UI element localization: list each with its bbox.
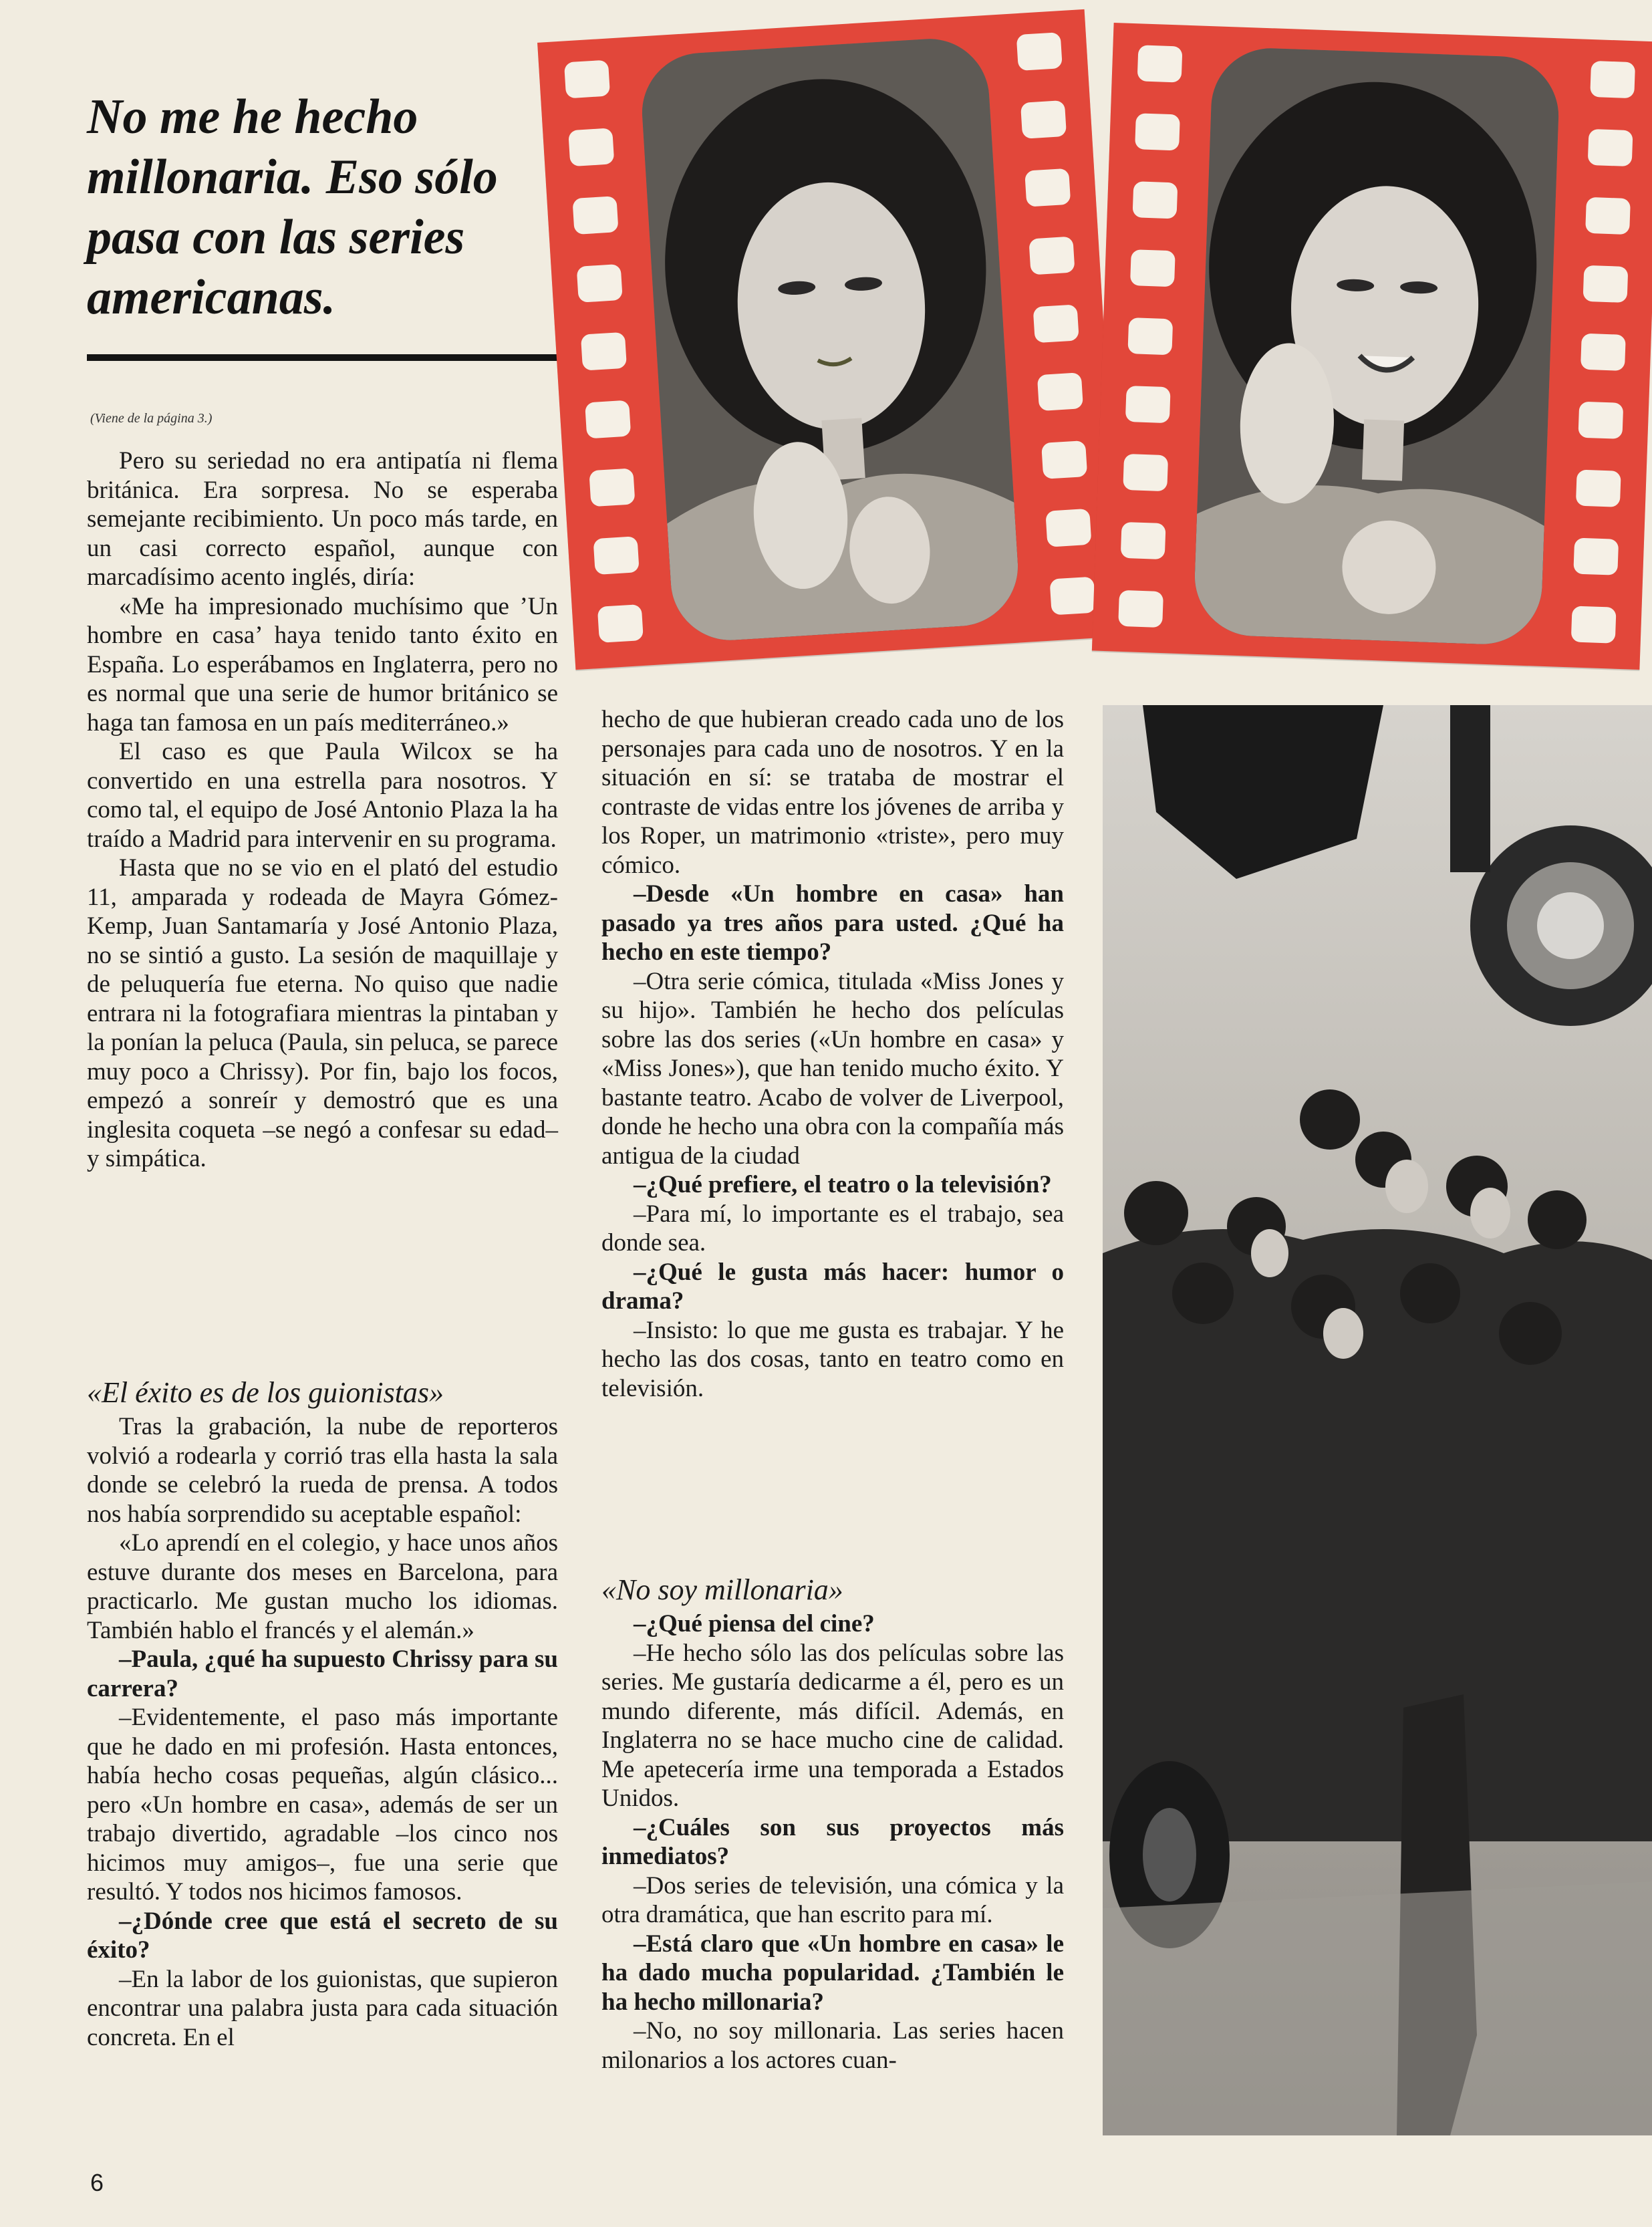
paragraph: «Me ha impresionado muchísimo que ’Un hombre en casa’ haya tenido tanto éxito en España. Lo esperábamos en Inglaterra, pero no es normal que una serie de humor británico se haga tan famosa en un país mediterráneo.» xyxy=(87,592,558,737)
paragraph: –Otra serie cómica, titulada «Miss Jones y su hijo». También he hecho dos películas sobre las dos series («Un hombre en casa» y «Miss Jones»), que han tenido mucho éxito. Y bastante teatro. Acabo de volver de Liverpool, donde he hecho una obra con la compañía más antigua de la ciudad xyxy=(601,967,1064,1170)
text-column-1-bottom xyxy=(87,1373,558,2052)
studio-image xyxy=(1103,705,1652,2135)
sprocket-hole xyxy=(1020,100,1067,139)
sprocket-hole xyxy=(1133,181,1178,219)
section-heading: «El éxito es de los guionistas» xyxy=(87,1376,444,1409)
sprocket-hole xyxy=(1024,168,1071,207)
sprocket-hole xyxy=(577,264,623,303)
interview-question: –Paula, ¿qué ha supuesto Chrissy para su carrera? xyxy=(87,1646,558,1702)
sprocket-hole xyxy=(1578,402,1623,439)
interview-question: –¿Qué le gusta más hacer: humor o drama? xyxy=(601,1258,1064,1315)
paragraph: –Dos series de televisión, una cómica y la otra dramática, que han escrito para mí. xyxy=(601,1871,1064,1928)
interview-question: –¿Qué prefiere, el teatro o la televisión? xyxy=(634,1171,1052,1198)
paragraph: Pero su seriedad no era antipatía ni flema británica. Era sorpresa. No se esperaba semejante recibimiento. Un poco más tarde, en un casi correcto español, aunque con marcadísimo acento inglés, diría: xyxy=(87,447,558,591)
sprocket-hole xyxy=(1130,249,1176,287)
sprocket-holes xyxy=(1016,32,1096,615)
sprocket-hole xyxy=(593,536,640,575)
sprocket-hole xyxy=(1016,32,1063,71)
film-strip-right xyxy=(1092,23,1652,670)
sprocket-hole xyxy=(568,128,614,166)
sprocket-hole xyxy=(597,604,644,643)
paragraph: Tras la grabación, la nube de reporteros volvió a rodearla y corrió tras ella hasta la sala donde se celebró la rueda de prensa. A todos nos había sorprendido su aceptable español: xyxy=(87,1413,558,1528)
section-heading: «No soy millonaria» xyxy=(601,1573,843,1606)
sprocket-hole xyxy=(1041,440,1087,479)
sprocket-hole xyxy=(1045,509,1091,547)
paragraph: hecho de que hubieran creado cada uno de los personajes para cada uno de nosotros. Y en la situación en sí: se trataba de mostrar el contraste de vidas entre los jóvenes de arriba y los Roper, un matrimonio «triste», pero muy cómico. xyxy=(601,706,1064,879)
interview-question: –¿Cuáles son sus proyectos más inmediatos? xyxy=(601,1813,1064,1870)
text-column-2-top xyxy=(601,705,1064,1403)
sprocket-hole xyxy=(1585,197,1631,235)
paragraph: Hasta que no se vio en el plató del estudio 11, amparada y rodeada de Mayra Gómez-Kemp, Juan Santamaría y José Antonio Plaza, no se sintió a gusto. La sesión de maquillaje y de peluquería fue eterna. No quiso que nadie entrara ni la fotografiara mientras la pintaban y la ponían la peluca (Paula, sin peluca, se parece muy poco a Chrissy). Por fin, bajo los focos, empezó a sonreír y demostró que es una inglesita coqueta –se negó a confesar su edad– y simpática. xyxy=(87,854,558,1172)
sprocket-hole xyxy=(1583,265,1629,303)
sprocket-hole xyxy=(572,196,618,235)
paragraph: –He hecho sólo las dos películas sobre las series. Me gustaría dedicarme a él, pero es un mundo diferente, más difícil. Además, en Inglaterra no se hace mucho cine de calidad. Me apetecería irme una temporada a Estados Unidos. xyxy=(601,1639,1064,1812)
sprocket-holes xyxy=(1571,61,1635,644)
sprocket-hole xyxy=(1137,45,1183,82)
paragraph: –No, no soy millonaria. Las series hacen milonarios a los actores cuan- xyxy=(601,2017,1064,2074)
sprocket-hole xyxy=(1588,129,1633,166)
page-number: 6 xyxy=(90,2169,104,2196)
film-strip-left xyxy=(537,9,1123,670)
studio-photo xyxy=(1103,705,1652,2135)
portrait-image xyxy=(639,35,1022,644)
sprocket-hole xyxy=(1125,386,1171,423)
interview-question: –Está claro que «Un hombre en casa» le ha dado mucha popularidad. ¿También le ha hecho millonaria? xyxy=(601,1930,1064,2016)
interview-question: –¿Qué piensa del cine? xyxy=(634,1610,875,1638)
sprocket-holes xyxy=(564,59,644,642)
paragraph: «Lo aprendí en el colegio, y hace unos años estuve durante dos meses en Barcelona, para practicarlo. Me gustan mucho los idiomas. También hablo el francés y el alemán.» xyxy=(87,1529,558,1644)
sprocket-hole xyxy=(581,332,627,371)
headline-line: No me he hecho xyxy=(87,90,418,144)
interview-question: –¿Dónde cree que está el secreto de su éxito? xyxy=(87,1907,558,1964)
sprocket-hole xyxy=(564,59,610,98)
sprocket-hole xyxy=(1573,538,1619,575)
continued-note: (Viene de la página 3.) xyxy=(90,411,213,426)
sprocket-hole xyxy=(1571,606,1617,643)
headline-line: millonaria. Eso sólo xyxy=(87,150,498,205)
portrait-photo-2 xyxy=(1193,46,1560,646)
interview-question: –Desde «Un hombre en casa» han pasado ya tres años para usted. ¿Qué ha hecho en este tiempo? xyxy=(601,880,1064,966)
sprocket-hole xyxy=(1123,454,1168,491)
text-column-1-top xyxy=(87,446,558,1174)
sprocket-hole xyxy=(1050,577,1096,616)
portrait-photo-1 xyxy=(639,35,1022,644)
headline-rule xyxy=(87,354,595,361)
paragraph: –Evidentemente, el paso más importante que he dado en mi profesión. Hasta entonces, había hecho cosas pequeñas, algún clásico... pero «Un hombre en casa», además de ser un trabajo divertido, agradable –los cinco nos hicimos muy amigos–, fue una serie que resultó. Y todos nos hicimos famosos. xyxy=(87,1704,558,1906)
paragraph: –En la labor de los guionistas, que supieron encontrar una palabra justa para cada situación concreta. En el xyxy=(87,1965,558,2051)
headline xyxy=(87,87,568,328)
sprocket-hole xyxy=(589,468,635,507)
sprocket-hole xyxy=(1028,237,1075,275)
sprocket-hole xyxy=(1118,590,1163,628)
sprocket-hole xyxy=(1590,61,1635,98)
sprocket-hole xyxy=(1033,304,1079,343)
sprocket-hole xyxy=(585,400,631,439)
sprocket-hole xyxy=(1135,113,1180,150)
text-column-2-bottom xyxy=(601,1571,1064,2075)
sprocket-hole xyxy=(1037,372,1083,411)
paragraph: El caso es que Paula Wilcox se ha convertido en una estrella para nosotros. Y como tal, el equipo de José Antonio Plaza la ha traído a Madrid para intervenir en su programa. xyxy=(87,738,558,853)
sprocket-hole xyxy=(1121,522,1166,559)
headline-line: pasa con las series xyxy=(87,210,465,265)
sprocket-hole xyxy=(1127,317,1173,355)
sprocket-hole xyxy=(1580,334,1626,371)
sprocket-hole xyxy=(1576,470,1621,507)
headline-line: americanas. xyxy=(87,270,336,325)
portrait-image xyxy=(1193,46,1560,646)
paragraph: –Para mí, lo importante es el trabajo, sea donde sea. xyxy=(601,1200,1064,1257)
sprocket-holes xyxy=(1118,45,1182,628)
paragraph: –Insisto: lo que me gusta es trabajar. Y he hecho las dos cosas, tanto en teatro como en televisión. xyxy=(601,1316,1064,1402)
